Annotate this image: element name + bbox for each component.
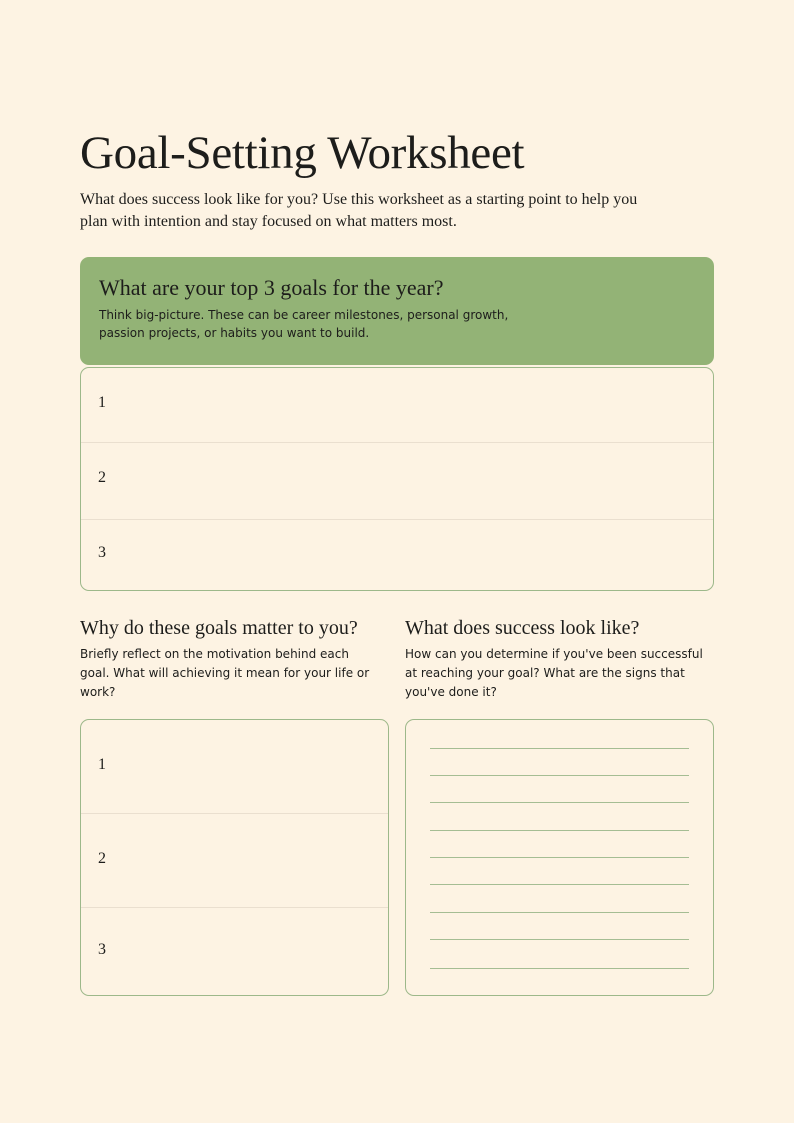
- why-row-3[interactable]: [81, 908, 388, 995]
- goal-row-3[interactable]: [81, 520, 713, 590]
- goal-number-2: 2: [98, 469, 106, 486]
- why-entry-box: [80, 719, 389, 996]
- writing-line: [430, 748, 689, 749]
- writing-line: [430, 857, 689, 858]
- why-heading: Why do these goals matter to you?: [80, 617, 358, 639]
- writing-line: [430, 802, 689, 803]
- why-number-3: 3: [98, 941, 106, 958]
- success-heading: What does success look like?: [405, 617, 640, 639]
- goals-header-card: [80, 257, 714, 365]
- goal-row-2[interactable]: [81, 443, 713, 520]
- page-title: Goal-Setting Worksheet: [80, 127, 525, 179]
- why-row-2[interactable]: [81, 814, 388, 908]
- success-description: How can you determine if you've been successful at reaching your goal? What are the signs that you've done it?: [405, 647, 703, 699]
- writing-line: [430, 939, 689, 940]
- success-entry-box[interactable]: [405, 719, 714, 996]
- why-number-1: 1: [98, 756, 106, 773]
- writing-line: [430, 968, 689, 969]
- goal-number-1: 1: [98, 394, 106, 411]
- intro-text: What does success look like for you? Use this worksheet as a starting point to help you plan with intention and stay focused on what matters most.: [80, 191, 638, 230]
- why-description: Briefly reflect on the motivation behind each goal. What will achieving it mean for your life or work?: [80, 647, 370, 699]
- writing-line: [430, 830, 689, 831]
- goals-description: Think big-picture. These can be career milestones, personal growth, passion projects, or habits you want to build.: [99, 308, 509, 340]
- goals-heading: What are your top 3 goals for the year?: [99, 275, 444, 300]
- writing-line: [430, 775, 689, 776]
- why-row-1[interactable]: [81, 720, 388, 814]
- goal-row-1[interactable]: [81, 368, 713, 443]
- writing-line: [430, 884, 689, 885]
- writing-line: [430, 912, 689, 913]
- goal-number-3: 3: [98, 544, 106, 561]
- goals-entry-box: [80, 367, 714, 591]
- why-number-2: 2: [98, 850, 106, 867]
